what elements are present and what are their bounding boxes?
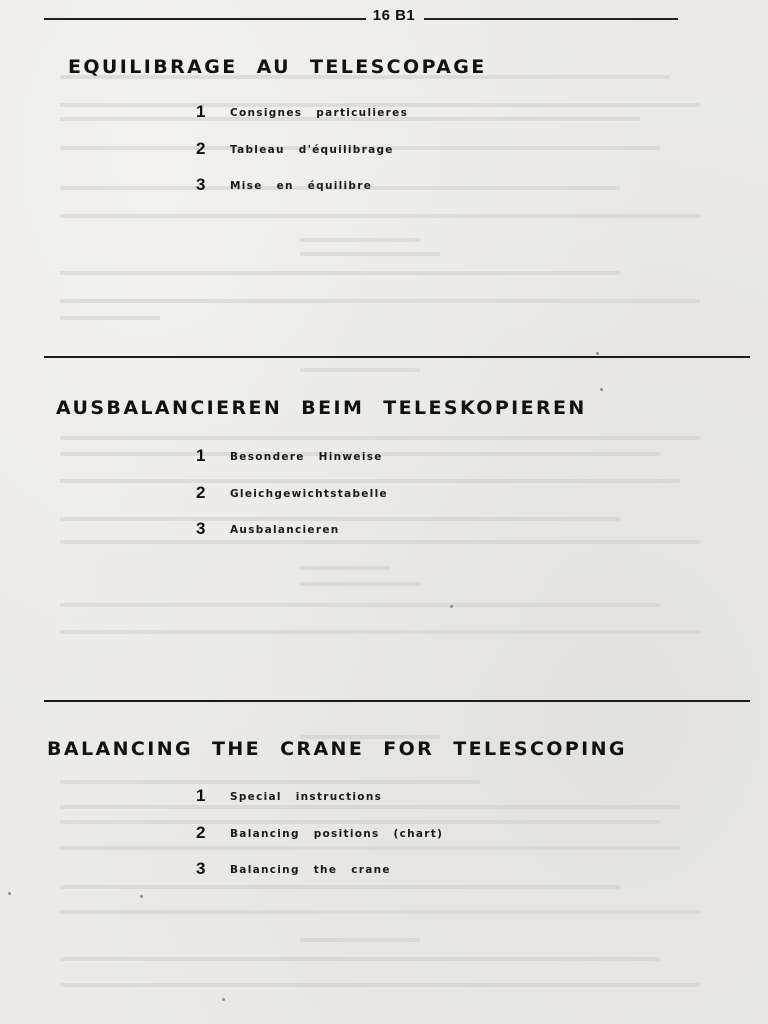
toc-item-label: Gleichgewichtstabelle <box>230 487 388 500</box>
toc-item-label: Consignes particulieres <box>230 107 409 119</box>
toc-item-label: Balancing the crane <box>230 864 391 876</box>
section-title-english: BALANCING THE CRANE FOR TELESCOPING <box>47 738 627 760</box>
toc-item-number: 2 <box>196 482 206 502</box>
page-number: 16 B1 <box>372 7 416 24</box>
toc-item-number: 3 <box>196 175 206 194</box>
header-rule-right <box>424 18 678 20</box>
toc-item-number: 2 <box>196 138 206 158</box>
section-title-french: EQUILIBRAGE AU TELESCOPAGE <box>68 56 487 78</box>
toc-item-number: 3 <box>196 859 206 878</box>
section-title-german: AUSBALANCIEREN BEIM TELESKOPIEREN <box>56 397 587 419</box>
toc-item-number: 1 <box>196 786 206 805</box>
toc-item-label: Special instructions <box>230 791 383 803</box>
toc-item-number: 2 <box>196 822 206 842</box>
toc-item-label: Besondere Hinweise <box>230 451 383 463</box>
toc-item-label: Balancing positions (chart) <box>230 827 444 840</box>
toc-item-label: Tableau d'équilibrage <box>230 143 394 156</box>
toc-item-label: Ausbalancieren <box>230 524 340 536</box>
section-divider <box>44 700 750 702</box>
toc-item-number: 3 <box>196 519 206 538</box>
toc-item-number: 1 <box>196 102 206 121</box>
toc-item-label: Mise en équilibre <box>230 180 373 192</box>
section-divider <box>44 356 750 358</box>
toc-item-number: 1 <box>196 446 206 465</box>
header-rule-left <box>44 18 366 20</box>
